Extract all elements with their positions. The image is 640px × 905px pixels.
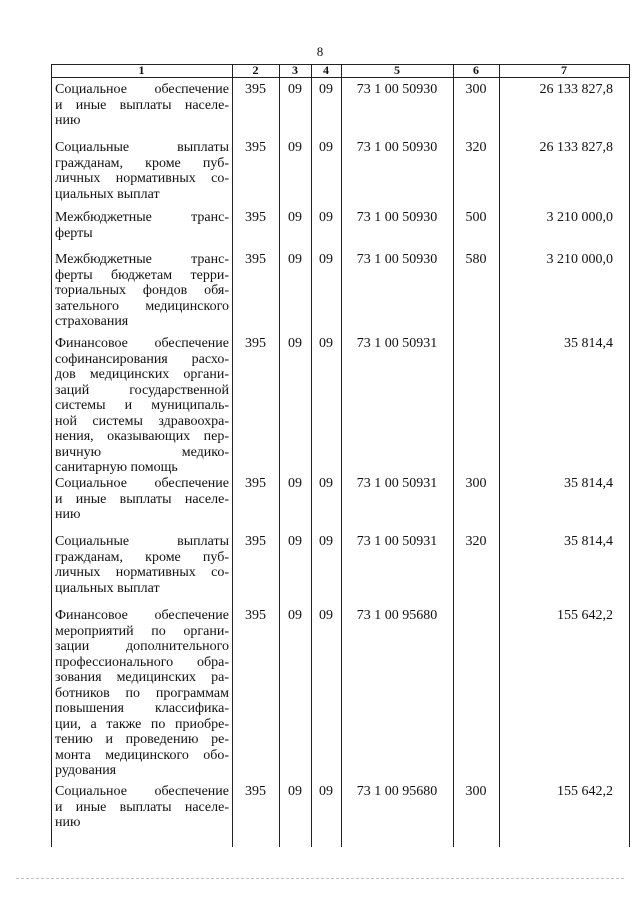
row-code-subsection: 09 — [319, 252, 333, 267]
row-code-expense-type: 500 — [465, 210, 487, 225]
row-code-ministry: 395 — [245, 784, 266, 799]
description-line: повышения классифика- — [55, 701, 229, 716]
row-code-target: 73 1 00 50930 — [356, 252, 438, 267]
description-line: и иные выплаты населе- — [55, 799, 229, 815]
description-line: Финансовое обеспечение — [55, 336, 229, 351]
row-code-ministry: 395 — [245, 336, 266, 351]
description-line: личных нормативных со- — [55, 565, 229, 580]
description-line: нию — [55, 113, 81, 128]
page-number: 8 — [316, 44, 324, 59]
row-description — [55, 608, 229, 779]
row-description — [55, 252, 229, 330]
description-line: ферты бюджетам терри- — [55, 267, 229, 283]
row-code-subsection: 09 — [319, 784, 333, 799]
row-code-subsection: 09 — [319, 608, 333, 623]
col-divider-5 — [453, 64, 454, 847]
description-line: рудования — [55, 763, 117, 778]
row-code-section: 09 — [288, 210, 302, 225]
col-divider-6 — [499, 64, 500, 847]
row-description — [55, 784, 229, 831]
row-code-ministry: 395 — [245, 534, 266, 549]
row-description — [55, 336, 229, 476]
row-code-expense-type: 300 — [465, 82, 487, 97]
row-code-section: 09 — [288, 140, 302, 155]
col-divider-4 — [341, 64, 342, 847]
row-description — [55, 140, 229, 202]
row-code-target: 73 1 00 50930 — [356, 140, 438, 155]
description-line: монта медицинского обо- — [55, 747, 229, 763]
description-line: и иные выплаты населе- — [55, 491, 229, 507]
row-code-target: 73 1 00 95680 — [356, 784, 438, 799]
row-code-ministry: 395 — [245, 476, 266, 491]
header-col-2: 2 — [252, 63, 259, 77]
row-code-subsection: 09 — [319, 336, 333, 351]
description-line: мероприятий по органи- — [55, 623, 229, 639]
description-line: гражданам, кроме пуб- — [55, 155, 229, 171]
row-amount: 155 642,2 — [557, 608, 613, 623]
description-line: Социальные выплаты — [55, 140, 229, 155]
description-line: зования медицинских ра- — [55, 670, 229, 685]
description-line: личных нормативных со- — [55, 171, 229, 186]
row-code-section: 09 — [288, 82, 302, 97]
row-code-subsection: 09 — [319, 534, 333, 549]
row-amount: 35 814,4 — [564, 476, 613, 491]
scan-edge-line — [16, 878, 624, 879]
description-line: страхования — [55, 314, 129, 329]
row-code-ministry: 395 — [245, 252, 266, 267]
row-code-target: 73 1 00 50930 — [356, 210, 438, 225]
description-line: дов медицинских органи- — [55, 367, 229, 382]
row-code-subsection: 09 — [319, 82, 333, 97]
description-line: ботников по программам — [55, 685, 229, 701]
description-line: зации дополнительного — [55, 639, 229, 654]
row-amount: 35 814,4 — [564, 336, 613, 351]
row-code-target: 73 1 00 50931 — [356, 534, 438, 549]
row-amount: 26 133 827,8 — [539, 140, 613, 155]
description-line: Социальные выплаты — [55, 534, 229, 549]
description-line: ной системы здравоохра- — [55, 413, 229, 429]
row-code-section: 09 — [288, 252, 302, 267]
description-line: ториальных фондов обя- — [55, 283, 229, 298]
description-line: Финансовое обеспечение — [55, 608, 229, 623]
description-line: Межбюджетные транс- — [55, 210, 229, 225]
description-line: тению и проведению ре- — [55, 732, 229, 747]
description-line: Социальное обеспечение — [55, 476, 229, 491]
description-line: Социальное обеспечение — [55, 82, 229, 97]
row-code-section: 09 — [288, 534, 302, 549]
row-code-subsection: 09 — [319, 210, 333, 225]
row-amount: 26 133 827,8 — [539, 82, 613, 97]
row-amount: 155 642,2 — [557, 784, 613, 799]
description-line: гражданам, кроме пуб- — [55, 549, 229, 565]
row-code-ministry: 395 — [245, 82, 266, 97]
row-code-expense-type: 580 — [465, 252, 487, 267]
description-line: софинансирования расхо- — [55, 351, 229, 367]
col-divider-3 — [311, 64, 312, 847]
row-code-section: 09 — [288, 336, 302, 351]
col-divider-2 — [279, 64, 280, 847]
description-line: Межбюджетные транс- — [55, 252, 229, 267]
row-code-section: 09 — [288, 476, 302, 491]
row-description — [55, 82, 229, 129]
row-amount: 35 814,4 — [564, 534, 613, 549]
row-code-expense-type: 300 — [465, 784, 487, 799]
row-description — [55, 476, 229, 523]
row-code-expense-type: 300 — [465, 476, 487, 491]
header-col-3: 3 — [292, 63, 298, 77]
row-code-expense-type: 320 — [465, 140, 487, 155]
header-col-5: 5 — [394, 63, 400, 77]
col-divider-7 — [629, 64, 630, 847]
row-amount: 3 210 000,0 — [546, 210, 613, 225]
row-description — [55, 534, 229, 596]
row-code-expense-type: 320 — [465, 534, 487, 549]
header-col-1: 1 — [138, 63, 145, 77]
description-line: и иные выплаты населе- — [55, 97, 229, 113]
description-line: заций государственной — [55, 382, 229, 398]
row-amount: 3 210 000,0 — [546, 252, 613, 267]
description-line: зательного медицинского — [55, 298, 229, 314]
row-code-target: 73 1 00 50931 — [356, 336, 438, 351]
row-code-target: 73 1 00 50931 — [356, 476, 438, 491]
col-divider-0 — [51, 64, 52, 847]
row-code-target: 73 1 00 50930 — [356, 82, 438, 97]
row-code-section: 09 — [288, 608, 302, 623]
row-code-target: 73 1 00 95680 — [356, 608, 438, 623]
header-col-4: 4 — [323, 63, 329, 77]
description-line: вичную медико- — [55, 444, 229, 460]
row-code-ministry: 395 — [245, 210, 266, 225]
row-description — [55, 210, 229, 241]
description-line: системы и муниципаль- — [55, 398, 229, 413]
header-col-7: 7 — [561, 63, 567, 77]
row-code-section: 09 — [288, 784, 302, 799]
description-line: нию — [55, 815, 81, 830]
description-line: Социальное обеспечение — [55, 784, 229, 799]
description-line: циальных выплат — [55, 580, 160, 596]
col-divider-1 — [232, 64, 233, 847]
description-line: нию — [55, 507, 81, 522]
description-line: профессионального обра- — [55, 654, 229, 670]
header-col-6: 6 — [473, 63, 479, 77]
description-line: циальных выплат — [55, 186, 160, 202]
row-code-subsection: 09 — [319, 476, 333, 491]
budget-table — [51, 64, 630, 847]
description-line: нения, оказывающих пер- — [55, 429, 229, 444]
row-code-ministry: 395 — [245, 608, 266, 623]
row-code-subsection: 09 — [319, 140, 333, 155]
description-line: санитарную помощь — [55, 460, 178, 475]
row-code-ministry: 395 — [245, 140, 266, 155]
description-line: ферты — [55, 225, 93, 241]
description-line: ции, а также по приобре- — [55, 716, 229, 732]
